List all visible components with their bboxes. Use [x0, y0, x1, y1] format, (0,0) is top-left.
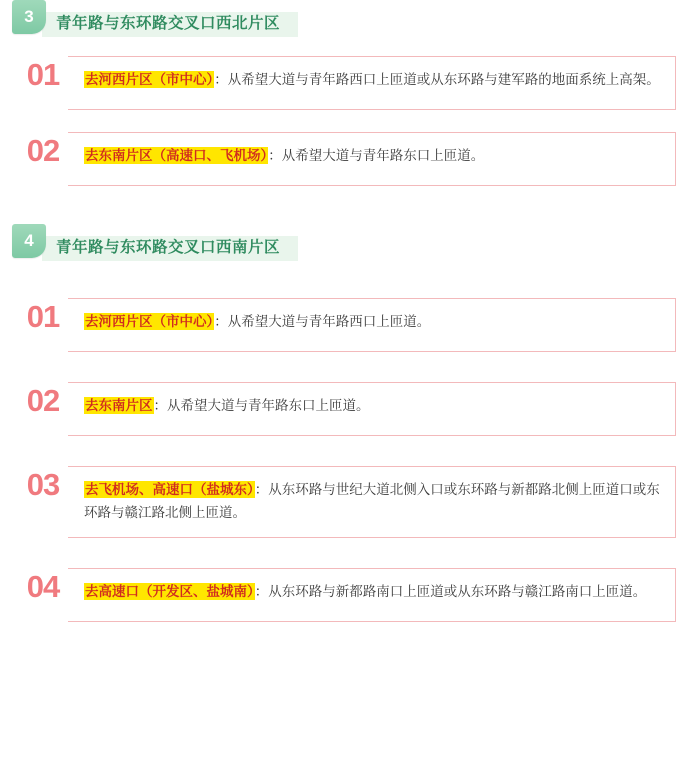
item-highlight: 去东南片区 — [85, 398, 153, 413]
item-number: 04 — [18, 568, 68, 622]
item-highlight: 去高速口（开发区、盐城南） — [85, 584, 254, 600]
list-item — [18, 132, 676, 186]
item-body — [66, 466, 676, 538]
section-4 — [0, 224, 694, 622]
item-highlight: 去河西片区（市中心） — [85, 314, 214, 329]
section-4-badge: 4 — [12, 224, 46, 258]
item-highlight: 去河西片区（市中心） — [85, 72, 214, 87]
item-number: 01 — [18, 298, 68, 352]
item-number: 02 — [18, 132, 68, 186]
section-3 — [0, 0, 694, 186]
section-3-title-wrap — [42, 12, 298, 37]
item-text: ：从东环路与世纪大道北侧入口或东环路与新都路北侧上匝道口或东环路与赣江路北侧上匝道。 — [84, 482, 660, 521]
item-text: ：从希望大道与青年路东口上匝道。 — [153, 398, 370, 413]
section-3-items — [0, 56, 694, 186]
item-highlight: 去飞机场、高速口（盐城东） — [85, 482, 254, 497]
item-highlight: 去东南片区（高速口、飞机场） — [85, 148, 268, 163]
list-item — [18, 568, 676, 622]
item-body — [66, 382, 676, 436]
item-number: 01 — [18, 56, 68, 110]
list-item — [18, 56, 676, 110]
section-4-title-wrap — [42, 236, 298, 261]
item-body — [66, 56, 676, 110]
section-3-badge: 3 — [12, 0, 46, 34]
list-item — [18, 466, 676, 538]
item-number: 02 — [18, 382, 68, 436]
section-4-items — [0, 298, 694, 622]
section-3-title: 青年路与东环路交叉口西北片区 — [56, 15, 281, 32]
item-text: ：从东环路与新都路南口上匝道或从东环路与赣江路南口上匝道。 — [254, 584, 647, 600]
list-item — [18, 382, 676, 436]
list-item — [18, 298, 676, 352]
item-text: ：从希望大道与青年路西口上匝道或从东环路与建军路的地面系统上高架。 — [214, 72, 660, 87]
item-body — [66, 298, 676, 352]
item-text: ：从希望大道与青年路东口上匝道。 — [268, 148, 485, 163]
item-number: 03 — [18, 466, 68, 538]
section-4-title: 青年路与东环路交叉口西南片区 — [56, 239, 281, 256]
section-4-header — [12, 224, 694, 258]
section-3-header — [12, 0, 694, 34]
item-body — [66, 132, 676, 186]
item-text: ：从希望大道与青年路西口上匝道。 — [214, 314, 431, 329]
item-body — [66, 568, 676, 622]
section-spacer — [0, 186, 694, 224]
